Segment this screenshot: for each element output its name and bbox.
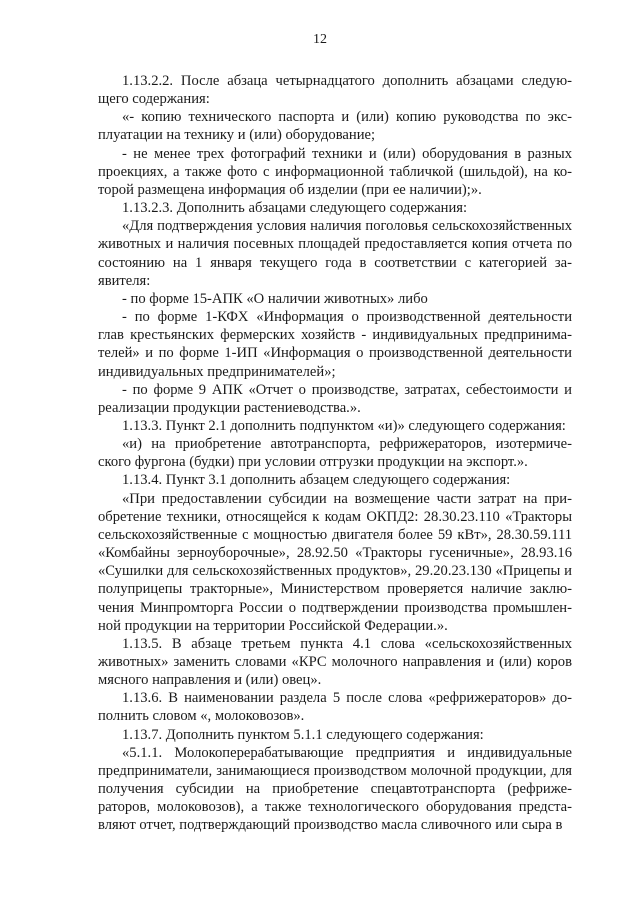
paragraph-tech-passport: «- копию технического паспорта и (или) копию руководства по эксплуатации на технику и (или) оборудование; xyxy=(98,109,572,144)
paragraph-1-13-4: 1.13.4. Пункт 3.1 дополнить абзацем следующего содержания: xyxy=(122,472,511,489)
paragraph-1-13-5: 1.13.5. В абзаце третьем пункта 4.1 слова «сельскохозяйственных животных» заменить словами «КРС молочного направления и (или) коров мясного направления и (или) овец». xyxy=(98,635,572,689)
paragraph-form-9-apk: - по форме 9 АПК «Отчет о производстве, затратах, себестоимости и реализации продукции растениеводства.». xyxy=(98,381,572,416)
paragraph-livestock-confirmation: «Для подтверждения условия наличия поголовья сельскохозяйственных животных и наличия посевных площадей предоставляется копия отчета по состоянию на 1 января текущего года в соответствии с категорией заявителя: xyxy=(98,218,572,289)
paragraph-form-1-kfh: - по форме 1-КФХ «Информация о производственной деятельности глав крестьянских фермерских хозяйств - индивидуальных предпринимателей» и по форме 1-ИП «Информация о производственной деятельности индивидуальных предпринимателей»; xyxy=(98,309,572,380)
paragraph-1-13-6: 1.13.6. В наименовании раздела 5 после слова «рефрижераторов» дополнить словом «, молоковозов». xyxy=(98,690,572,725)
paragraph-photos: - не менее трех фотографий техники и (или) оборудования в разных проекциях, а также фото с информационной табличкой (шильдой), на которой размещена информация об изделии (при ее наличии);». xyxy=(98,145,572,198)
paragraph-okpd2-subsidy: «При предоставлении субсидии на возмещение части затрат на приобретение техники, относящейся к кодам ОКПД2: 28.30.23.110 «Тракторы сельскохозяйственные с мощностью двигателя более 59 кВт», 28.30.59.111 «Комбайны зерноуборочные», 28.92.50 «Тракторы гусеничные», 28.93.16 «Сушилки для сельскохозяйственных продуктов», 29.20.23.130 «Прицепы и полуприцепы тракторные», Министерством проверяется наличие заключения Минпромторга России о подтверждении производства промышленной продукции на территории Российской Федерации.». xyxy=(98,490,572,634)
paragraph-5-1-1: «5.1.1. Молокоперерабатывающие предприятия и индивидуальные предприниматели, занимающиеся производством молочной продукции, для получения субсидии на приобретение спецавтотранспорта (рефрижераторов, молоковозов), а также технологического оборудования представляют отчет, подтверждающий производство масла сливочного или сыра в xyxy=(98,744,572,834)
page-number: 12 xyxy=(313,32,327,47)
paragraph-1-13-2-3: 1.13.2.3. Дополнить абзацами следующего содержания: xyxy=(122,200,468,217)
paragraph-subpoint-i: «и) на приобретение автотранспорта, рефрижераторов, изотермического фургона (будки) при условии отгрузки продукции на экспорт.». xyxy=(98,436,572,471)
paragraph-form-15-apk: - по форме 15-АПК «О наличии животных» либо xyxy=(122,290,428,307)
paragraph-1-13-2-2: 1.13.2.2. После абзаца четырнадцатого дополнить абзацами следующего содержания: xyxy=(98,73,572,108)
paragraph-1-13-7: 1.13.7. Дополнить пунктом 5.1.1 следующего содержания: xyxy=(122,726,484,743)
document-body xyxy=(98,72,572,835)
paragraph-1-13-3: 1.13.3. Пункт 2.1 дополнить подпунктом «и)» следующего содержания: xyxy=(122,417,566,434)
